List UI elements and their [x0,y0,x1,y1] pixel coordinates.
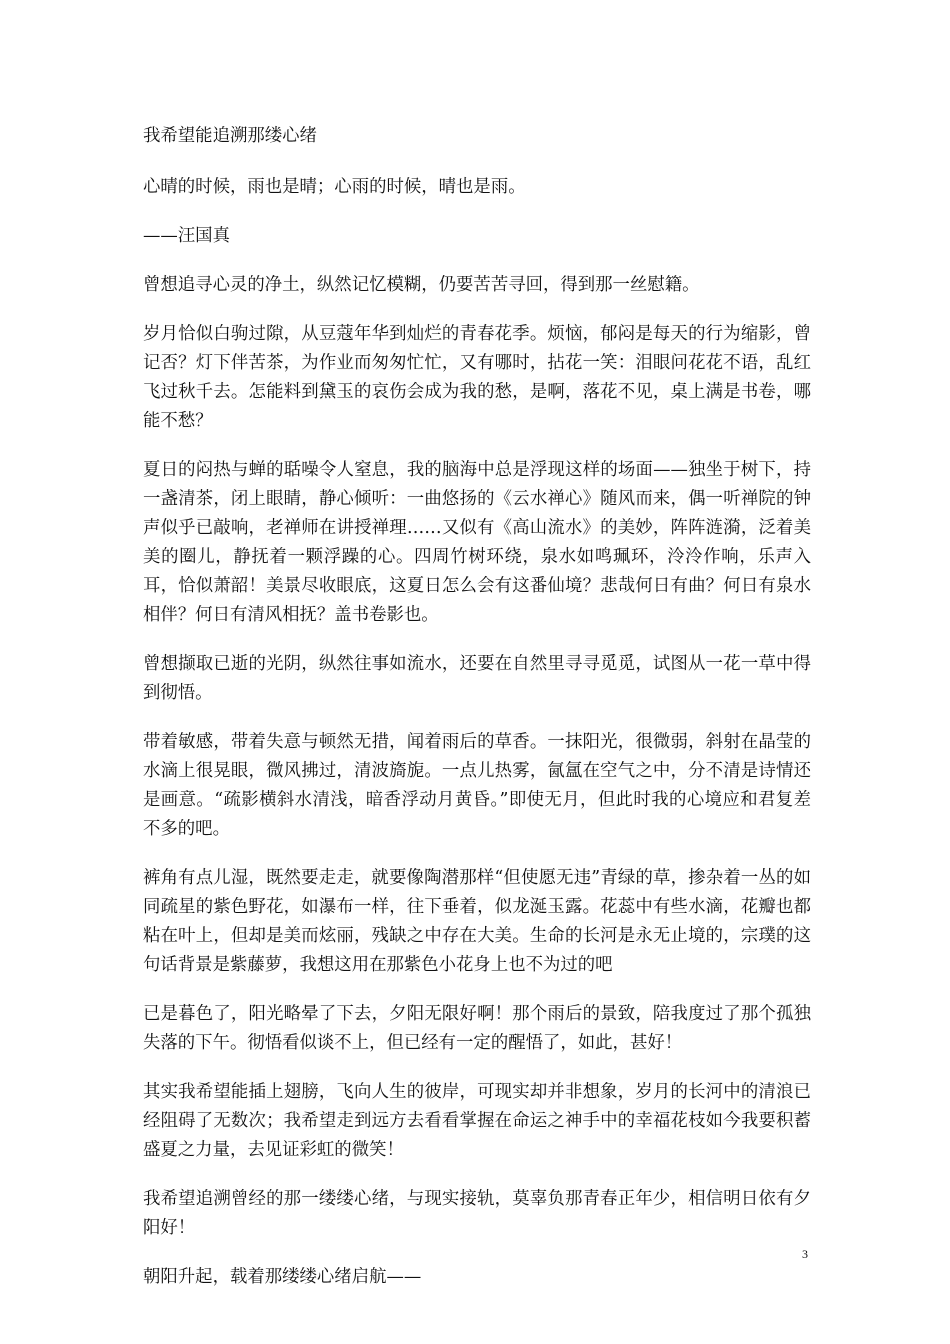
page-number: 3 [802,1247,808,1261]
essay-title: 我希望能追溯那缕心绪 [143,126,317,146]
paragraph-3: 夏日的闷热与蝉的聒噪令人窒息，我的脑海中总是浮现这样的场面——独坐于树下，持一盏清茶，闭上眼睛，静心倾听：一曲悠扬的《云水禅心》随风而来，偶一听禅院的钟声似乎已敲响，老禅师在讲授禅理……又似有《高山流水》的美妙，阵阵涟漪，泛着美美的圈儿，静抚着一颗浮躁的心。四周竹树环绕，泉水如鸣珮环，泠泠作响，乐声入耳，恰似萧韶！美景尽收眼底，这夏日怎么会有这番仙境？悲哉何日有曲？何日有泉水相伴？何日有清风相抚？盖书卷影也。 [143,460,811,625]
paragraph-5: 带着敏感，带着失意与顿然无措，闻着雨后的草香。一抹阳光，很微弱，斜射在晶莹的水滴上很晃眼，微风拂过，清波旖旎。一点儿热雾，氤氲在空气之中，分不清是诗情还是画意。“疏影横斜水清浅，暗香浮动月黄昏。”即使无月，但此时我的心境应和君复差不多的吧。 [143,732,811,839]
document-body [143,122,811,1312]
paragraph-4: 曾想撷取已逝的光阴，纵然往事如流水，还要在自然里寻寻觅觅，试图从一花一草中得到彻悟。 [143,654,811,703]
paragraph-2: 岁月恰似白驹过隙，从豆蔻年华到灿烂的青春花季。烦恼，郁闷是每天的行为缩影，曾记否？灯下伴苦茶，为作业而匆匆忙忙，又有哪时，拈花一笑：泪眼问花花不语，乱红飞过秋千去。怎能料到黛玉的哀伤会成为我的愁，是啊，落花不见，桌上满是书卷，哪能不愁？ [143,324,811,431]
paragraph-6: 裤角有点儿湿，既然要走走，就要像陶潜那样“但使愿无违”青绿的草，掺杂着一丛的如同疏星的紫色野花，如瀑布一样，往下垂着，似龙涎玉露。花蕊中有些水滴，花瓣也都粘在叶上，但却是美而炫丽，残缺之中存在大美。生命的长河是永无止境的，宗璞的这句话背景是紫藤萝，我想这用在那紫色小花身上也不为过的吧 [143,868,811,975]
epigraph-author: ——汪国真 [143,226,230,246]
paragraph-9: 我希望追溯曾经的那一缕缕心绪，与现实接轨，莫辜负那青春正年少，相信明日依有夕阳好！ [143,1189,811,1238]
epigraph-quote: 心晴的时候，雨也是晴；心雨的时候，晴也是雨。 [143,177,526,197]
closing-line: 朝阳升起，载着那缕缕心绪启航—— [143,1267,422,1287]
paragraph-8: 其实我希望能插上翅膀，飞向人生的彼岸，可现实却并非想象，岁月的长河中的清浪已经阻碍了无数次；我希望走到远方去看看掌握在命运之神手中的幸福花枝如今我要积蓄盛夏之力量，去见证彩虹的微笑！ [143,1082,811,1160]
paragraph-1: 曾想追寻心灵的净土，纵然记忆模糊，仍要苦苦寻回，得到那一丝慰籍。 [143,275,700,295]
paragraph-7: 已是暮色了，阳光略晕了下去，夕阳无限好啊！那个雨后的景致，陪我度过了那个孤独失落的下午。彻悟看似谈不上，但已经有一定的醒悟了，如此，甚好！ [143,1004,811,1053]
